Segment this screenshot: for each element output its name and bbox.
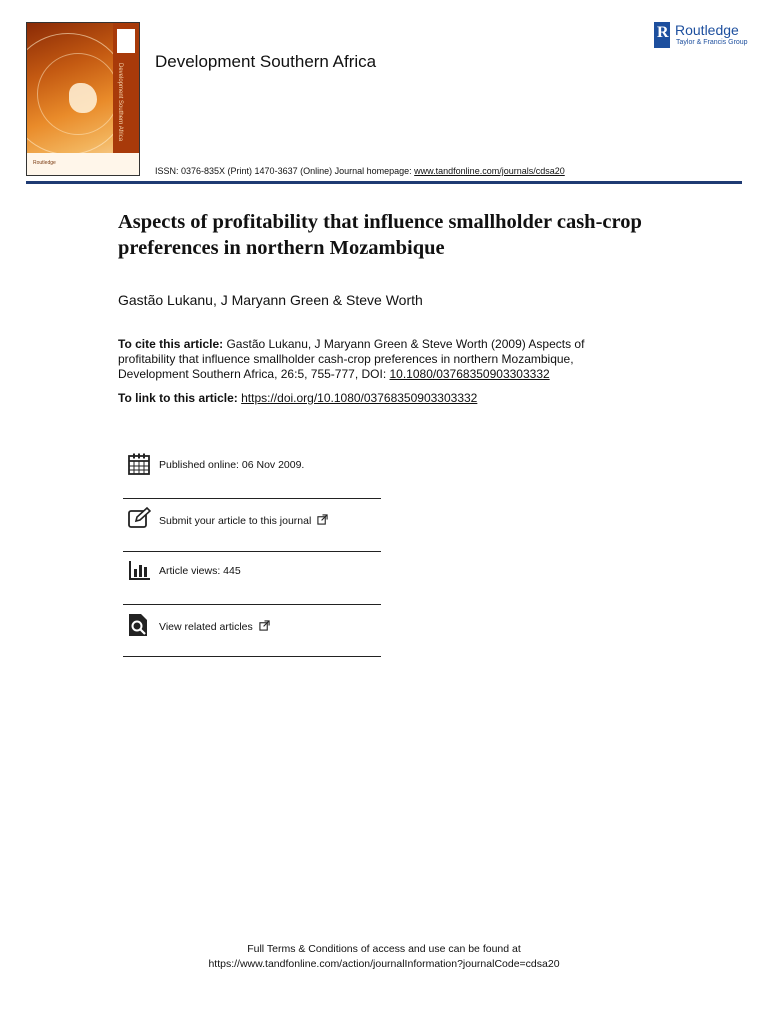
- bar-chart-icon: [127, 558, 151, 582]
- footer-line-1: Full Terms & Conditions of access and use can be found at: [247, 943, 521, 955]
- doi-url-link[interactable]: https://doi.org/10.1080/03768350903303332: [241, 391, 478, 405]
- article-title: Aspects of profitability that influence smallholder cash-crop preferences in northern Mozambique: [118, 211, 642, 259]
- submit-article-text: Submit your article to this journal: [159, 515, 312, 527]
- issn-line: [155, 166, 565, 176]
- divider: [123, 604, 381, 605]
- journal-homepage-link[interactable]: www.tandfonline.com/journals/cdsa20: [414, 166, 565, 176]
- related-articles-row[interactable]: [123, 610, 381, 650]
- cover-footer: [27, 153, 139, 175]
- journal-cover-image: [26, 22, 140, 176]
- cover-badge: [117, 29, 135, 53]
- publisher-subtitle: Taylor & Francis Group: [676, 39, 748, 46]
- issn-text: ISSN: 0376-835X (Print) 1470-3637 (Online) Journal homepage:: [155, 166, 415, 176]
- published-online-row: [123, 450, 381, 490]
- link-label: To link to this article:: [118, 391, 242, 405]
- divider: [123, 551, 381, 552]
- routledge-logo-icon: R: [654, 22, 670, 48]
- related-articles-link[interactable]: [159, 620, 270, 633]
- header-rule: [26, 181, 742, 184]
- external-link-icon: [317, 514, 328, 525]
- article-views-text: Article views: 445: [159, 565, 241, 577]
- calendar-icon: [127, 452, 151, 476]
- journal-title: Development Southern Africa: [155, 52, 377, 71]
- cite-label: To cite this article:: [118, 337, 224, 351]
- article-link: [118, 391, 477, 405]
- footer-terms-link[interactable]: https://www.tandfonline.com/action/journalInformation?journalCode=cdsa20: [208, 958, 560, 970]
- submit-article-link[interactable]: [159, 514, 328, 527]
- cite-text: Gastão Lukanu, J Maryann Green & Steve Worth (2009) Aspects of profitability that influence smallholder cash-crop preferences in northern Mozambique, Development Southern Africa, 26:5, 755-777, DOI:: [118, 337, 585, 381]
- external-link-icon: [259, 620, 270, 631]
- article-views-row: [123, 556, 381, 596]
- footer: [0, 942, 768, 972]
- submit-article-row[interactable]: [123, 504, 381, 544]
- cover-spine-text: Development Southern Africa: [117, 63, 123, 142]
- divider: [123, 656, 381, 657]
- cover-publisher-text: Routledge: [33, 160, 56, 166]
- edit-icon: [127, 506, 151, 530]
- citation: [118, 337, 638, 382]
- published-online-text: Published online: 06 Nov 2009.: [159, 459, 305, 471]
- search-document-icon: [127, 613, 151, 637]
- article-authors: Gastão Lukanu, J Maryann Green & Steve Worth: [118, 292, 423, 308]
- doi-link[interactable]: 10.1080/03768350903303332: [389, 367, 550, 381]
- divider: [123, 498, 381, 499]
- cover-continent: [69, 83, 97, 113]
- publisher-name: Routledge: [675, 22, 739, 38]
- related-articles-text: View related articles: [159, 621, 253, 633]
